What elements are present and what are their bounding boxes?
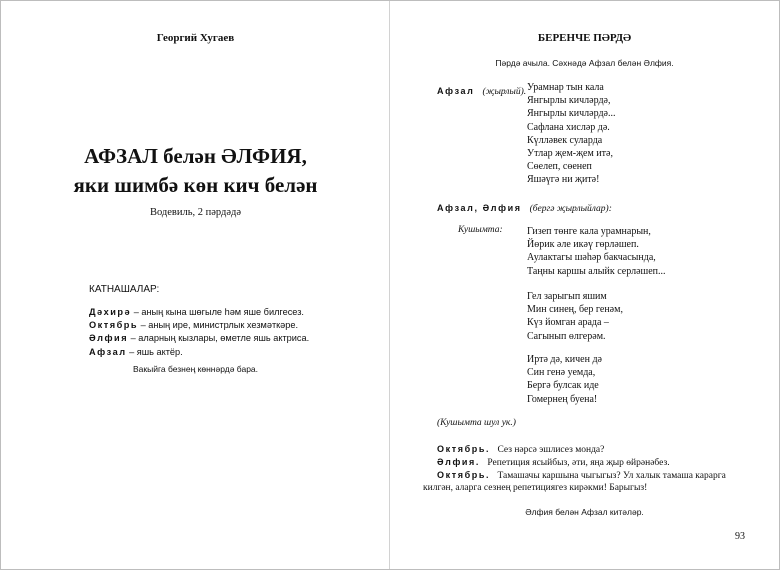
title-line-2: яки шимбә көн кич белән	[73, 173, 318, 197]
cast-entry	[89, 319, 309, 332]
speaker-name: Афзал, Әлфия	[437, 203, 522, 213]
verse-line: Таңны каршы алыйк серләшеп...	[527, 265, 666, 277]
cast-desc: – яшь актёр.	[126, 346, 183, 357]
stage-direction: (җырлый).	[482, 87, 527, 97]
cast-list	[89, 306, 309, 359]
speaker-name: Әлфия.	[437, 457, 481, 467]
verse-line: Син генә уемда,	[527, 367, 596, 379]
speaker-name: Октябрь.	[437, 470, 491, 480]
verse-line: Урамнар тын кала	[527, 82, 604, 93]
verse-line: Күз йомган арада –	[527, 317, 609, 329]
dialogue-text: Тамашачы каршына чыгыгыз? Ул халык тамаша карарга	[497, 471, 726, 481]
play-title	[1, 142, 390, 200]
speaker-heading	[437, 198, 612, 216]
cast-desc: – аларның кызлары, өметле яшь актриса.	[128, 333, 310, 344]
cast-name: Октябрь	[89, 320, 139, 331]
dialogue-continuation: килгән, аларга сезнең репетициягез кирәкми! Барыгыз!	[423, 483, 648, 493]
exit-direction: Әлфия белән Афзал китәләр.	[525, 507, 644, 517]
verse-line: Сөелеп, сөенеп	[527, 161, 592, 173]
verse-line: Гомернең буена!	[527, 393, 598, 405]
title-line-1: АФЗАЛ белән ӘЛФИЯ,	[84, 144, 307, 168]
song-verse-3	[527, 290, 623, 343]
verse-line: Йөрик әле икәү гөрләшеп.	[527, 239, 639, 251]
stage-direction: (бергә җырлыйлар):	[529, 204, 612, 214]
verse-line: Янгырлы кичләрдә,	[527, 95, 611, 107]
speaker-name: Афзал	[437, 86, 475, 96]
dialogue-line	[437, 470, 726, 481]
verse-line: Сагынып өлгерәм.	[527, 330, 606, 342]
dialogue-line	[437, 457, 670, 468]
verse-line: Бергә булсак иде	[527, 380, 599, 392]
dialogue-text: Сез нәрсә эшлисез монда?	[497, 445, 605, 455]
verse-line: Янгырлы кичләрдә...	[527, 108, 616, 120]
dialogue-text: Репетиция ясыйбыз, әти, яңа җыр өйрәнәбез.	[487, 458, 670, 468]
cast-desc: – аның кына шөгыле һәм яше билгесез.	[131, 307, 304, 317]
setting-note: Вакыйга безнең көннәрдә бара.	[132, 364, 259, 374]
cast-name: Афзал	[89, 346, 127, 357]
play-genre: Водевиль, 2 пәрдәдә	[149, 207, 242, 218]
verse-line: Утлар җем-җем итә,	[527, 148, 613, 160]
verse-line: Аулактагы шәһәр бакчасында,	[527, 252, 656, 264]
song-verse-1	[527, 81, 615, 187]
verse-line: Сафлана хисләр дә.	[527, 121, 610, 133]
chorus-label: Кушымта:	[458, 225, 503, 235]
chorus-repeat-note: (Кушымта шул ук.)	[437, 418, 516, 428]
cast-entry	[89, 332, 309, 345]
cast-name: Әлфия	[89, 333, 129, 344]
page-number: 93	[735, 531, 745, 542]
right-page	[390, 1, 779, 569]
verse-line: Гизеп төнге кала урамнарын,	[527, 226, 651, 237]
left-page	[1, 1, 390, 569]
cast-desc: – аның ире, министрлык хезмәткәре.	[138, 320, 299, 331]
author-name: Георгий Хугаев	[156, 32, 235, 44]
cast-entry	[89, 346, 309, 359]
speaker-name: Октябрь.	[437, 444, 491, 454]
verse-line: Мин синең, бер генәм,	[527, 304, 623, 316]
act-title: БЕРЕНЧЕ ПӘРДӘ	[537, 32, 632, 44]
verse-line: Күлләвек суларда	[527, 134, 603, 146]
cast-entry	[89, 306, 309, 319]
speaker-heading	[437, 81, 526, 99]
verse-line: Яшәүгә ни җитә!	[527, 174, 600, 186]
verse-line: Гел зарыгып яшим	[527, 291, 607, 302]
verse-line: Иртә дә, кичен дә	[527, 354, 602, 365]
cast-name: Дәхирә	[89, 307, 132, 317]
dialogue-line	[437, 444, 604, 455]
scene-direction: Пәрдә ачыла. Сәхнәдә Афзал белән Әлфия.	[495, 58, 674, 68]
song-verse-2	[527, 225, 666, 278]
song-verse-4	[527, 353, 602, 406]
cast-heading: КАТНАШАЛАР:	[89, 284, 160, 295]
